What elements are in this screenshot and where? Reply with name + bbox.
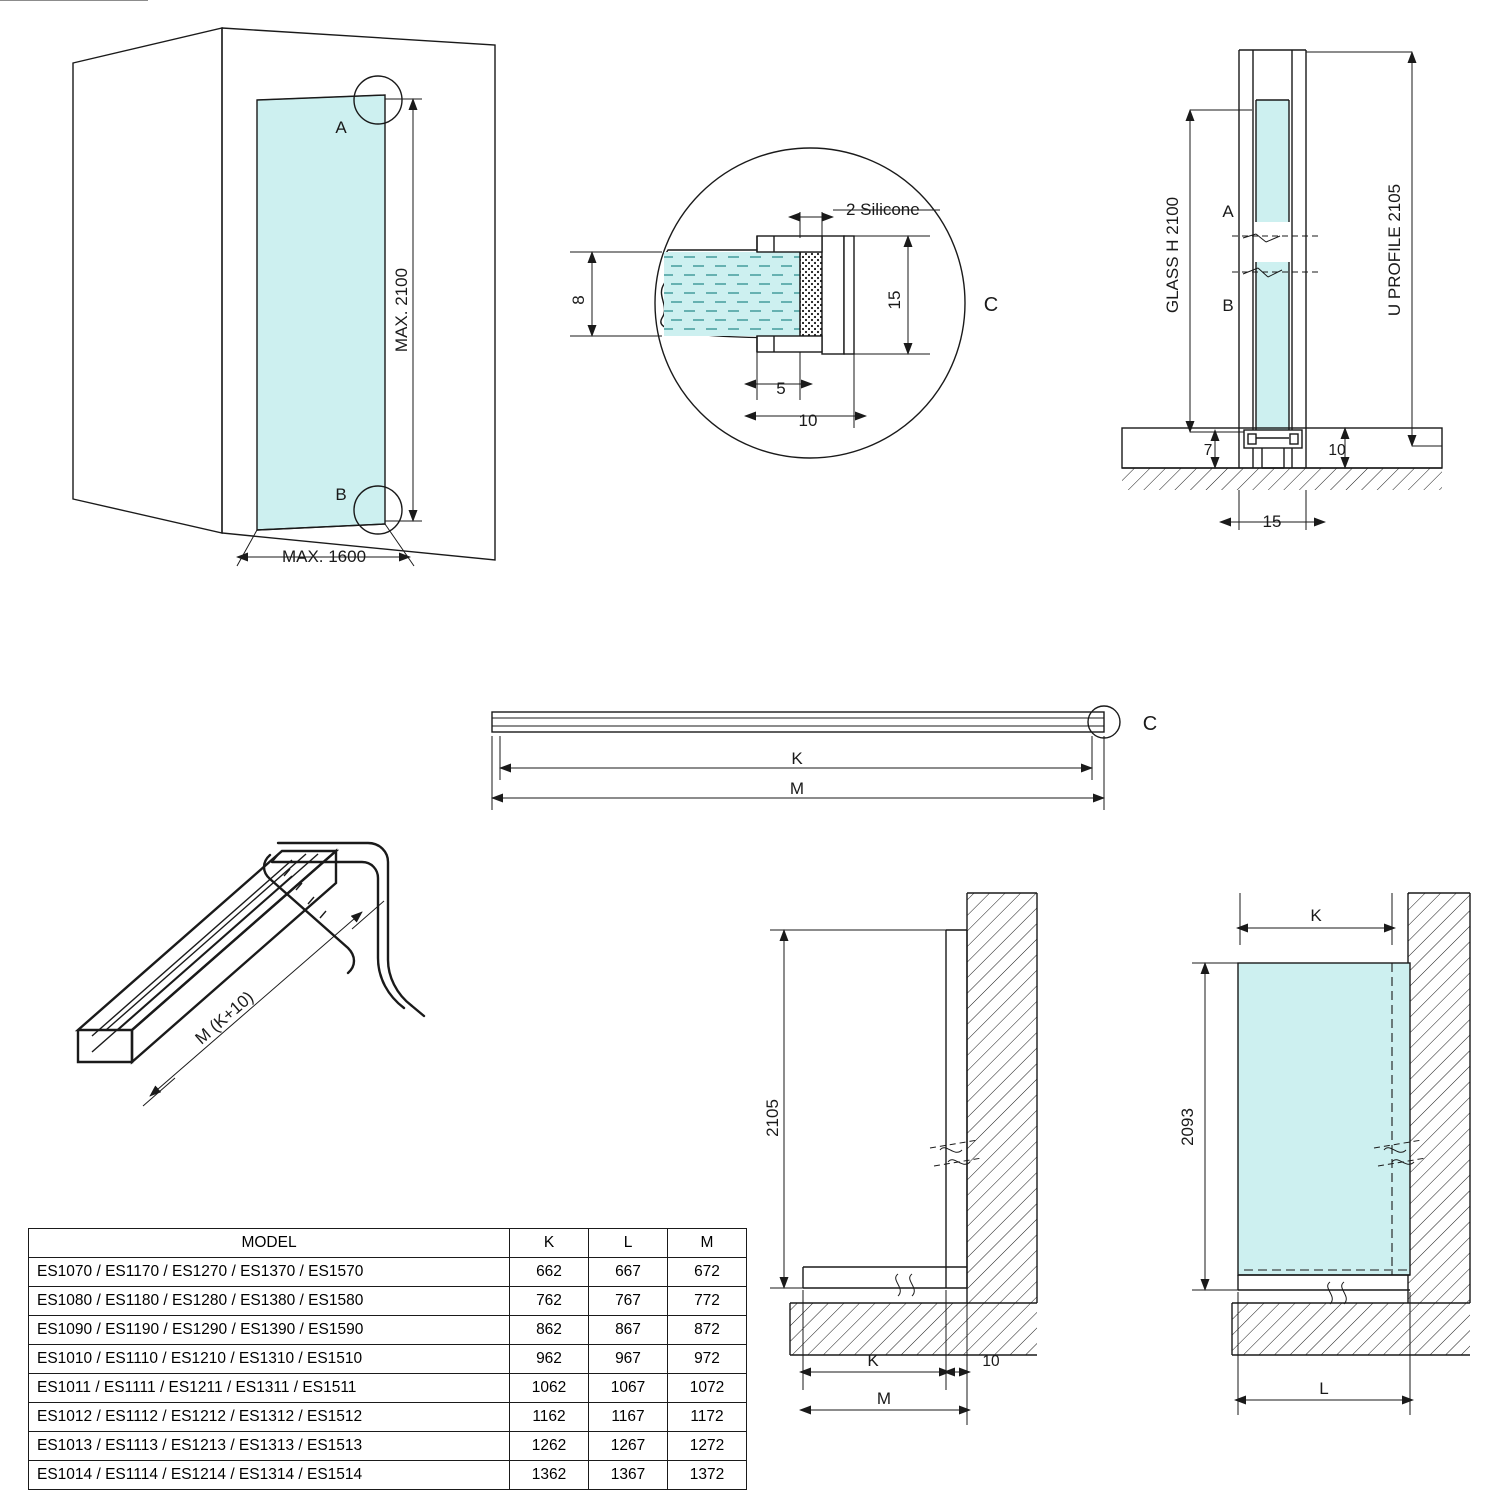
table-header-row [29,1229,747,1258]
label-dim-10-section: 10 [1328,442,1346,459]
cell-k: 1362 [510,1461,589,1490]
cell-k: 962 [510,1345,589,1374]
cell-l: 1167 [589,1403,668,1432]
table-header-m: M [668,1229,747,1258]
label-detail-a-elevation: A [335,118,347,137]
table-row [29,1316,747,1345]
cell-m: 1072 [668,1374,747,1403]
label-detail-c-callout: C [983,294,999,316]
label-profile-height-15: 15 [885,290,904,310]
label-bar-k: K [791,749,803,768]
table-header-model: MODEL [29,1229,510,1258]
cell-l: 967 [589,1345,668,1374]
label-silicone: 2 Silicone [846,200,920,219]
cell-m: 1172 [668,1403,747,1432]
cell-model: ES1014 / ES1114 / ES1214 / ES1314 / ES1514 [29,1461,510,1490]
cell-k: 862 [510,1316,589,1345]
table-row [29,1403,747,1432]
table-row [29,1345,747,1374]
label-glass-k: K [1310,906,1322,925]
label-max-height: MAX. 2100 [392,267,411,353]
label-max-width: MAX. 1600 [281,547,367,566]
cell-l: 867 [589,1316,668,1345]
label-dim-15-section: 15 [1262,512,1282,531]
table-row [29,1374,747,1403]
table-row [29,1461,747,1490]
cell-m: 672 [668,1258,747,1287]
table-row [29,1287,747,1316]
label-wall-10: 10 [982,1353,1000,1370]
table-row [29,1432,747,1461]
label-u-profile-2105: U PROFILE 2105 [1385,183,1404,317]
label-dim-7: 7 [1203,442,1213,459]
cell-k: 762 [510,1287,589,1316]
label-bar-m: M [789,779,805,798]
detail-c-geometry [570,148,965,458]
wall-opening-geometry [770,893,1037,1425]
cell-m: 772 [668,1287,747,1316]
label-bar-callout-c: C [1142,713,1158,735]
cell-k: 1162 [510,1403,589,1432]
profile-bar-geometry [492,706,1120,810]
cell-k: 1062 [510,1374,589,1403]
label-profile-length: M (K+10) [191,987,258,1049]
label-dim-10-detail: 10 [798,411,818,430]
label-wall-2105: 2105 [763,1099,782,1137]
label-detail-b-section: B [1222,296,1234,315]
cell-model: ES1013 / ES1113 / ES1213 / ES1313 / ES1513 [29,1432,510,1461]
label-dim-5: 5 [776,379,786,398]
label-detail-b-elevation: B [335,485,347,504]
panel-elevation-geometry [73,28,495,566]
cell-model: ES1090 / ES1190 / ES1290 / ES1390 / ES1590 [29,1316,510,1345]
cell-l: 1067 [589,1374,668,1403]
cell-model: ES1070 / ES1170 / ES1270 / ES1370 / ES1570 [29,1258,510,1287]
table-row [29,1258,747,1287]
cell-m: 1272 [668,1432,747,1461]
label-glass-h-2100: GLASS H 2100 [1163,196,1182,314]
label-glass-2093: 2093 [1178,1108,1197,1146]
table-header-k: K [510,1229,589,1258]
glass-opening-geometry [1192,893,1470,1415]
cell-l: 1267 [589,1432,668,1461]
cell-m: 872 [668,1316,747,1345]
cell-model: ES1012 / ES1112 / ES1212 / ES1312 / ES1512 [29,1403,510,1432]
label-wall-m: M [876,1389,892,1408]
cell-model: ES1011 / ES1111 / ES1211 / ES1311 / ES1511 [29,1374,510,1403]
cell-model: ES1080 / ES1180 / ES1280 / ES1380 / ES1580 [29,1287,510,1316]
table-header-l: L [589,1229,668,1258]
label-glass-thickness: 8 [569,295,588,305]
model-dimension-table [28,1228,747,1490]
cell-m: 1372 [668,1461,747,1490]
label-wall-k: K [867,1351,879,1370]
cell-k: 662 [510,1258,589,1287]
cell-m: 972 [668,1345,747,1374]
cell-l: 767 [589,1287,668,1316]
cell-l: 1367 [589,1461,668,1490]
cell-model: ES1010 / ES1110 / ES1210 / ES1310 / ES1510 [29,1345,510,1374]
cell-l: 667 [589,1258,668,1287]
cell-k: 1262 [510,1432,589,1461]
label-glass-l: L [1319,1379,1329,1398]
label-detail-a-section: A [1222,202,1234,221]
